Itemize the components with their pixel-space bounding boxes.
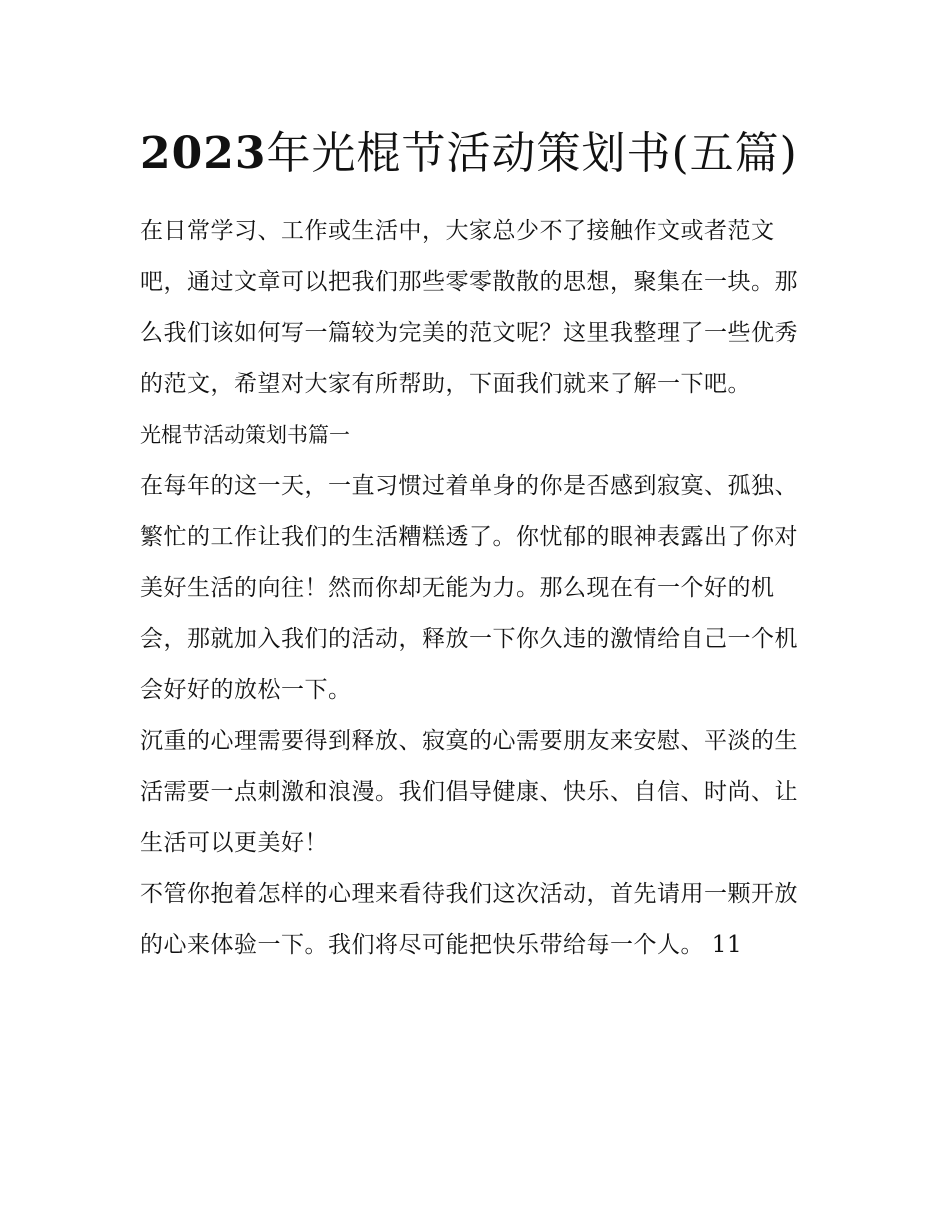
body-paragraph-2: 沉重的心理需要得到释放、寂寞的心需要朋友来安慰、平淡的生活需要一点刺激和浪漫。我们倡导健康、快乐、自信、时尚、让生活可以更美好！	[140, 728, 798, 856]
document-title	[140, 116, 820, 192]
section-heading: 光棍节活动策划书篇一	[140, 423, 350, 447]
title-year: 2023	[140, 128, 267, 179]
body-paragraph-3: 不管你抱着怎样的心理来看待我们这次活动，首先请用一颗开放的心来体验一下。我们将尽可能把快乐带给每一个人。 11	[140, 881, 798, 958]
document-content	[140, 116, 820, 971]
body-paragraph-1: 在每年的这一天，一直习惯过着单身的你是否感到寂寞、孤独、繁忙的工作让我们的生活糟糕透了。你忧郁的眼神表露出了你对美好生活的向往！然而你却无能为力。那么现在有一个好的机会，那就加入我们的活动，释放一下你久违的激情给自己一个机会好好的放松一下。	[140, 473, 798, 703]
title-text: 年光棍节活动策划书(五篇)	[266, 128, 798, 179]
intro-paragraph: 在日常学习、工作或生活中，大家总少不了接触作文或者范文吧，通过文章可以把我们那些零零散散的思想，聚集在一块。那么我们该如何写一篇较为完美的范文呢？这里我整理了一些优秀的范文，希望对大家有所帮助，下面我们就来了解一下吧。	[140, 218, 798, 397]
